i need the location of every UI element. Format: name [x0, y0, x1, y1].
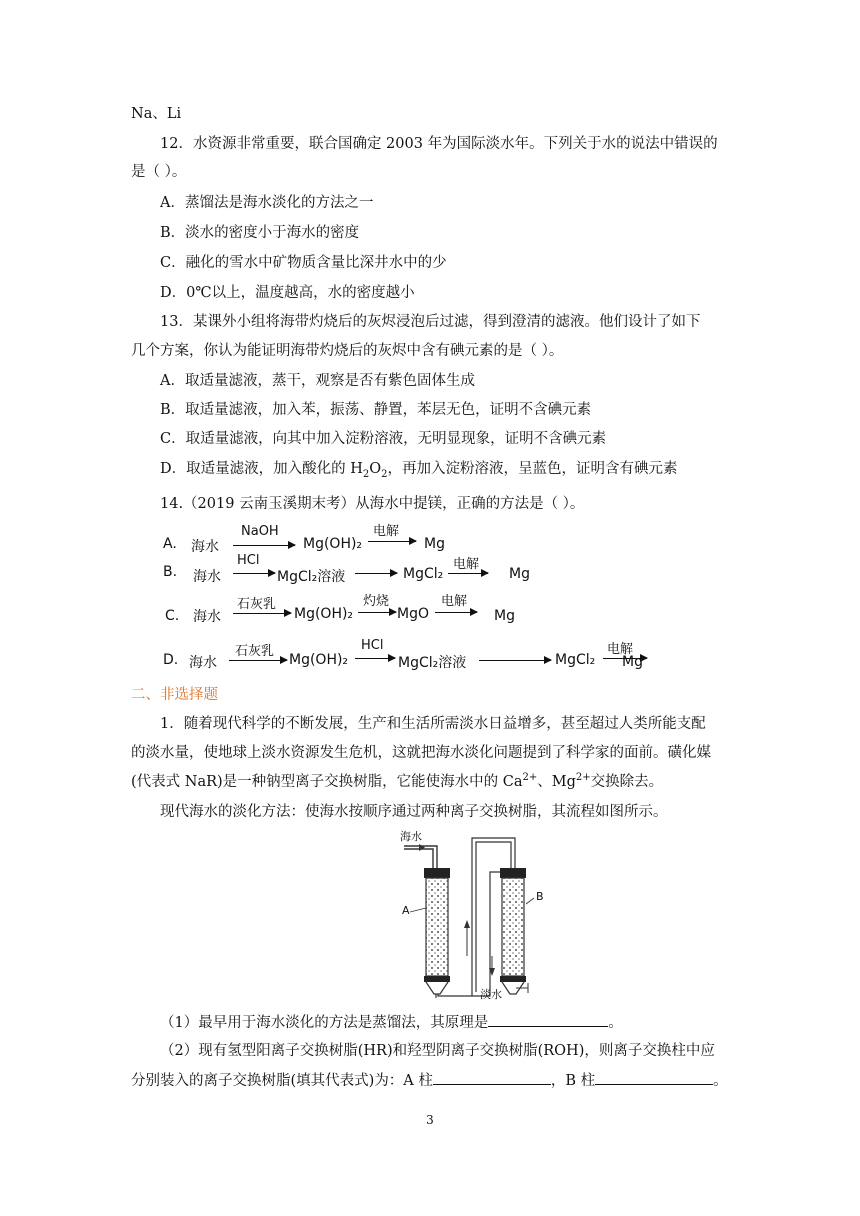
- q13-option-a: A．取适量滤液，蒸干，观察是否有紫色固体生成: [160, 373, 475, 389]
- p1-text-line3: (代表式 NaR)是一种钠型离子交换树脂，它能使海水中的 $Ca^{2+}$、$Mg^{2+}$交换除去。: [131, 772, 664, 790]
- q13-stem: 13．某课外小组将海带灼烧后的灰烬浸泡后过滤，得到澄清的滤液。他们设计了如下: [160, 314, 701, 330]
- column-a-label: A: [402, 904, 410, 917]
- q13-option-c: C．取适量滤液，向其中加入淀粉溶液，无明显现象，证明不含碘元素: [160, 431, 607, 447]
- column-a-blank[interactable]: [433, 1070, 551, 1085]
- p1-text-line1: 1．随着现代科学的不断发展，生产和生活所需淡水日益增多，甚至超过人类所能支配: [160, 716, 706, 732]
- q13-stem-cont: 几个方案，你认为能证明海带灼烧后的灰烬中含有碘元素的是（ ）。: [131, 343, 564, 359]
- ion-exchange-diagram: [382, 828, 552, 1001]
- page-number: 3: [426, 1113, 434, 1127]
- column-b-blank[interactable]: [595, 1070, 713, 1085]
- q13-option-d: D．取适量滤液，加入酸化的 $H_2O_2$，再加入淀粉溶液，呈蓝色，证明含有碘元素: [160, 461, 678, 480]
- q12-option-d: D．0℃以上，温度越高，水的密度越小: [160, 285, 415, 301]
- p1-text-line4: 现代海水的淡化方法：使海水按顺序通过两种离子交换树脂，其流程如图所示。: [160, 804, 668, 820]
- q14-option-a: A. 海水 NaOH Mg(OH)₂ 电解 Mg: [163, 524, 445, 555]
- subq1: （1）最早用于海水淡化的方法是蒸馏法，其原理是 。: [160, 1012, 623, 1033]
- q12-stem: 12．水资源非常重要，联合国确定 2003 年为国际淡水年。下列关于水的说法中错误的: [160, 136, 718, 152]
- q12-option-c: C．融化的雪水中矿物质含量比深井水中的少: [160, 255, 447, 271]
- q14-option-b: B. 海水 HCl MgCl₂溶液 MgCl₂ 电解 Mg: [163, 553, 530, 585]
- column-b-label: B: [536, 890, 544, 903]
- subq1-blank[interactable]: [488, 1012, 608, 1027]
- subq2-line2: 分别装入的离子交换树脂(填其代表式)为：A 柱 ，B 柱 。: [131, 1070, 728, 1091]
- subq2-line1: （2）现有氢型阳离子交换树脂(HR)和羟型阴离子交换树脂(ROH)，则离子交换柱中应: [160, 1043, 715, 1059]
- q14-option-c: C. 海水 石灰乳 Mg(OH)₂ 灼烧 MgO 电解 Mg: [165, 594, 515, 625]
- outlet-label: 淡水: [480, 988, 502, 1001]
- q14-option-d: D. 海水 石灰乳 Mg(OH)₂ HCl MgCl₂溶液 MgCl₂ 电解 Mg: [163, 640, 683, 674]
- q12-option-b: B．淡水的密度小于海水的密度: [160, 225, 360, 241]
- q12-stem-cont: 是（ ）。: [131, 164, 187, 180]
- q13-option-b: B．取适量滤液，加入苯，振荡、静置，苯层无色，证明不含碘元素: [160, 402, 592, 418]
- p1-text-line2: 的淡水量，使地球上淡水资源发生危机，这就把海水淡化问题提到了科学家的面前。磺化媒: [131, 745, 711, 761]
- q14-stem: 14.（2019 云南玉溪期末考）从海水中提镁，正确的方法是（ ）。: [160, 496, 585, 512]
- section-heading: 二、非选择题: [131, 687, 218, 703]
- continued-answer-text: Na、Li: [131, 106, 182, 122]
- inlet-label: 海水: [400, 830, 422, 843]
- q12-option-a: A．蒸馏法是海水淡化的方法之一: [160, 195, 374, 211]
